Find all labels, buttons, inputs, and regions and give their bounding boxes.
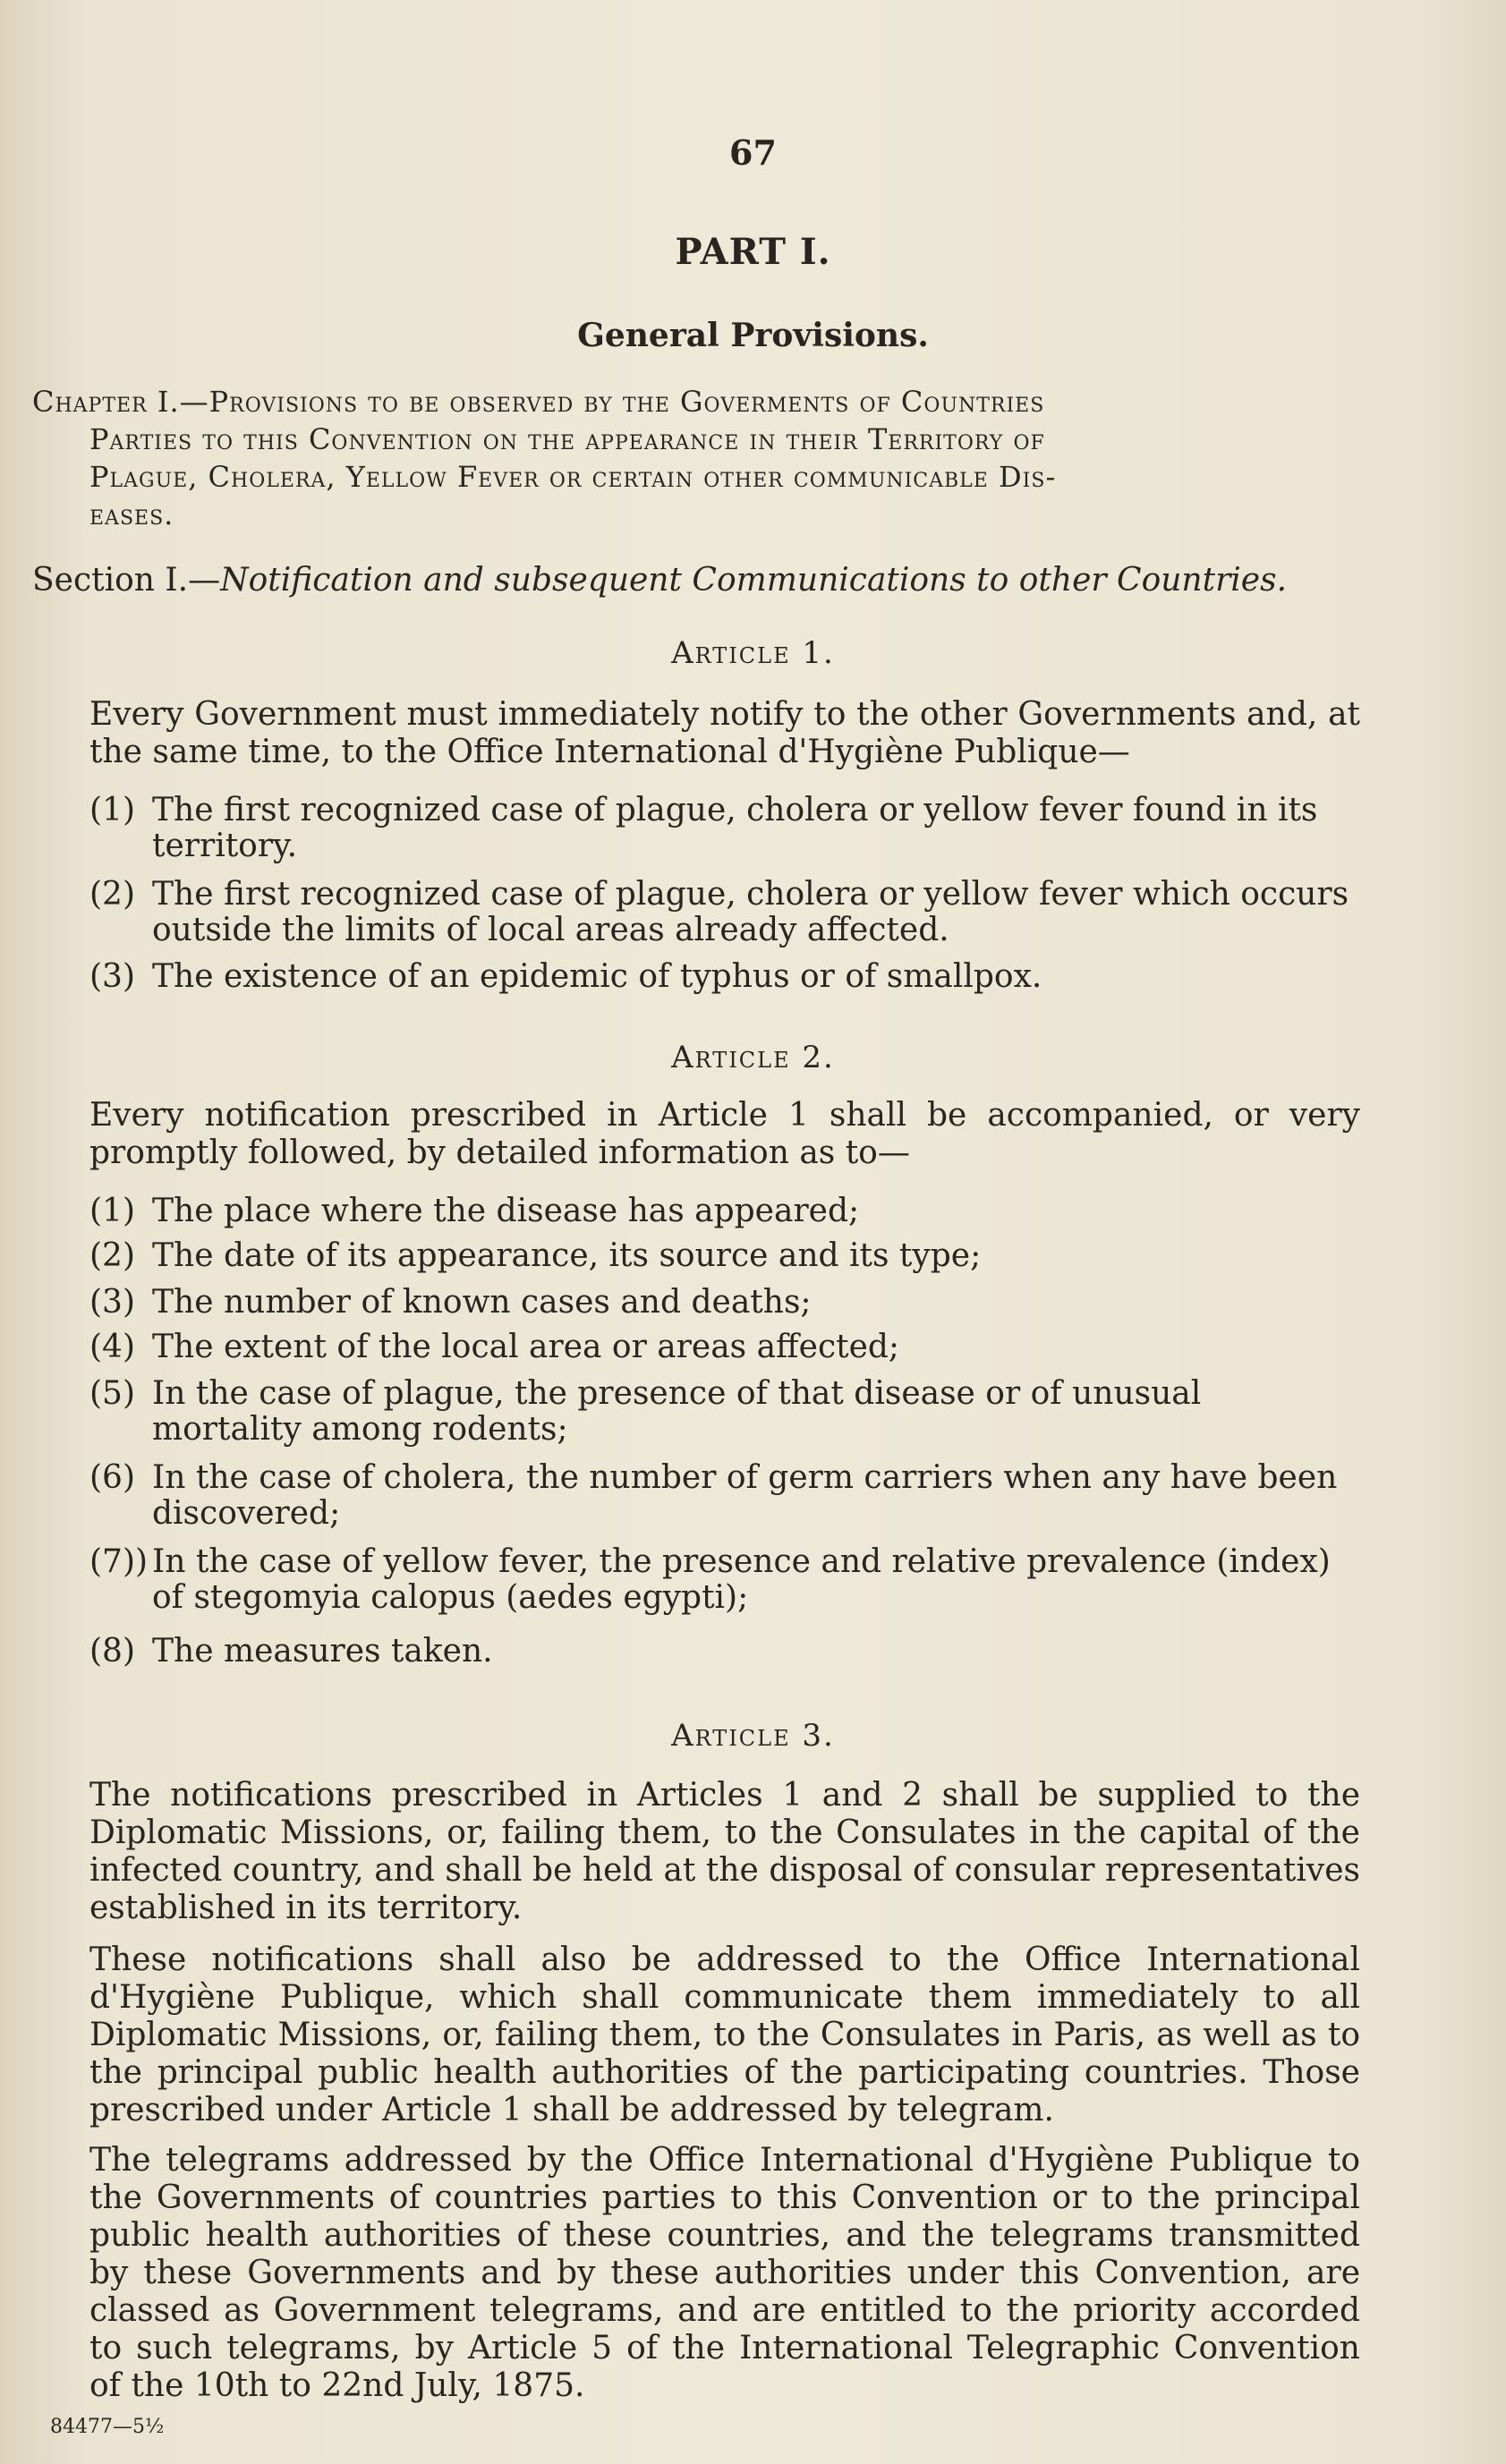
chapter-line-3: Plague, Cholera, Yellow Fever or certain other communicable Dis- xyxy=(89,460,1057,494)
article-2-item: (6) In the case of cholera, the number of germ carriers when any have been discovered; xyxy=(89,1459,1338,1532)
chapter-line-4: eases. xyxy=(89,497,174,531)
article-1-intro: Every Government must immediately notify to the other Governments and, at the same time, to the Office International d'Hygiène Publique— xyxy=(89,696,1360,770)
article-3-heading: Article 3. xyxy=(671,1718,835,1754)
article-2-item: (8) The measures taken. xyxy=(89,1633,493,1670)
part-title: PART I. xyxy=(675,231,831,273)
article-3-paragraph-1: The notifications prescribed in Articles 1 and 2 shall be supplied to the Diplomatic Missions, or, failing them, to the Consulates in the capital of the infected country, and shall be held at the disposal of consular representatives established in its territory. xyxy=(89,1777,1360,1926)
section-title: Notification and subsequent Communications to other Countries. xyxy=(220,562,1288,599)
general-title: General Provisions. xyxy=(577,317,929,354)
article-2-item: (1) The place where the disease has appeared; xyxy=(89,1193,860,1229)
article-3-paragraph-3: The telegrams addressed by the Office International d'Hygiène Publique to the Governments of countries parties to this Convention or to the principal public health authorities of these countries, and the telegrams transmitted by these Governments and by these authorities under this Convention, are classed as Government telegrams, and are entitled to the priority accorded to such telegrams, by Article 5 of the International Telegraphic Convention of the 10th to 22nd July, 1875. xyxy=(89,2142,1360,2404)
section-heading xyxy=(32,562,1339,599)
signature-mark: 84477—5½ xyxy=(50,2416,165,2438)
page-number: 67 xyxy=(729,132,777,173)
chapter-heading xyxy=(32,383,1374,533)
article-1-item: (1) The first recognized case of plague, cholera or yellow fever found in its territory. xyxy=(89,792,1318,864)
article-2-item: (3) The number of known cases and deaths; xyxy=(89,1284,812,1321)
article-2-intro: Every notification prescribed in Article 1 shall be accompanied, or very promptly followed, by detailed information as to— xyxy=(89,1097,1360,1171)
article-2-heading: Article 2. xyxy=(671,1040,835,1075)
article-1-heading: Article 1. xyxy=(671,635,835,671)
article-2-item: (4) The extent of the local area or areas affected; xyxy=(89,1329,900,1365)
article-2-item: (7)) In the case of yellow fever, the presence and relative prevalence (index) of stegomyia calopus (aedes egypti); xyxy=(89,1543,1331,1616)
article-1-item: (3) The existence of an epidemic of typhus or of smallpox. xyxy=(89,958,1042,995)
chapter-line-2: Parties to this Convention on the appearance in their Territory of xyxy=(89,422,1045,456)
article-1-item: (2) The first recognized case of plague, cholera or yellow fever which occurs outside the limits of local areas already affected. xyxy=(89,876,1349,948)
article-2-item: (5) In the case of plague, the presence of that disease or of unusual mortality among rodents; xyxy=(89,1375,1202,1448)
chapter-line-1: Chapter I.—Provisions to be observed by the Goverments of Countries xyxy=(32,385,1045,419)
article-3-paragraph-2: These notifications shall also be addressed to the Office International d'Hygiène Publique, which shall communicate them immediately to all Diplomatic Missions, or, failing them, to the Consulates in Paris, as well as to the principal public health authorities of the participating countries. Those prescribed under Article 1 shall be addressed by telegram. xyxy=(89,1941,1360,2128)
article-2-item: (2) The date of its appearance, its source and its type; xyxy=(89,1237,982,1274)
section-prefix: Section I.— xyxy=(32,562,221,599)
